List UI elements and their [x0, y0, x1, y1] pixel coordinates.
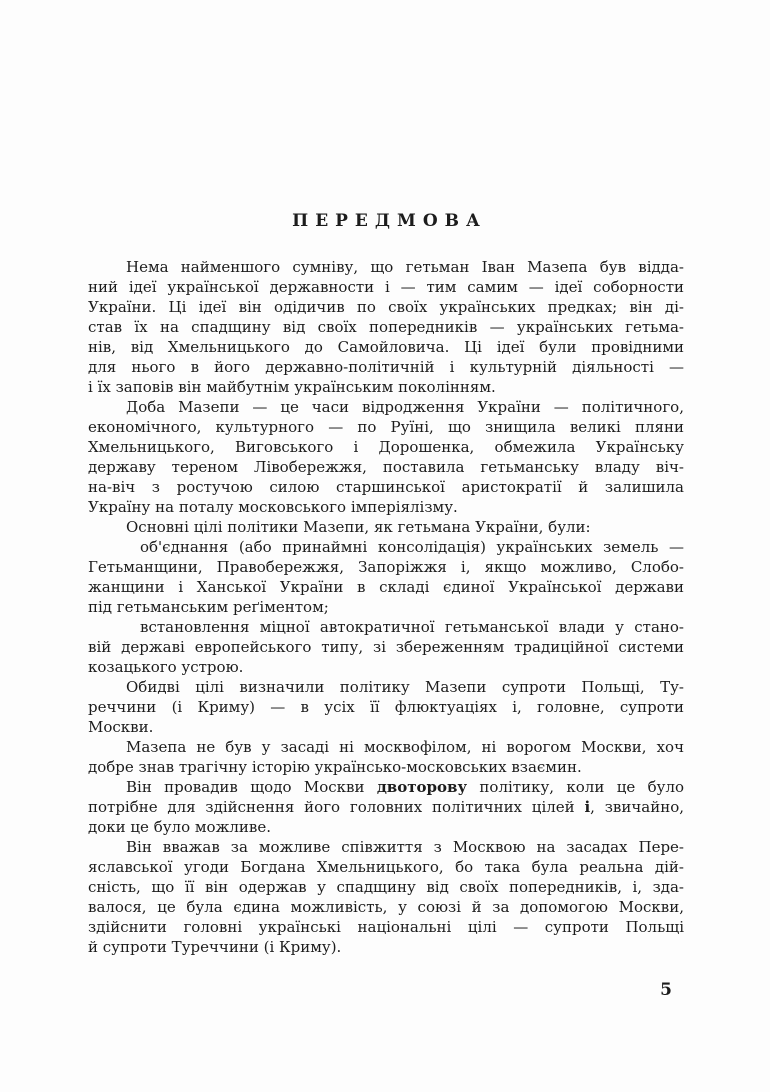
page-number: 5: [660, 980, 672, 1000]
text-line: валося, це була єдина можливість, у союзі й за допомогою Москви,: [88, 898, 684, 916]
paragraph: [88, 837, 684, 957]
paragraph: [88, 257, 684, 397]
paragraph: [88, 537, 684, 617]
text-line: державу тереном Лівобережжя, поставила гетьманську владу віч-: [88, 458, 684, 476]
text-line: вій державі европейського типу, зі збереженням традиційної системи: [88, 638, 684, 656]
paragraph: [88, 737, 684, 777]
paragraph: [88, 397, 684, 517]
text-line: Україну на поталу московського імперіялізму.: [88, 498, 458, 516]
text-line: Хмельницького, Виговського і Дорошенка, обмежила Українську: [88, 438, 684, 456]
text-line: потрібне для здійснення його головних політичних цілей і, звичайно,: [88, 798, 684, 816]
text-line: ний ідеї української державности і — тим самим — ідеї соборности: [88, 278, 684, 296]
page-title: ПЕРЕДМОВА: [292, 211, 487, 231]
text-line: Гетьманщини, Правобережжя, Запоріжжя і, якщо можливо, Слобо-: [88, 558, 684, 576]
paragraph: [88, 617, 684, 677]
text-line: доки це було можливе.: [88, 818, 271, 836]
paragraph: [88, 677, 684, 737]
text-line: Він вважав за можливе співжиття з Москвою на засадах Пере-: [126, 838, 684, 856]
text-line: Доба Мазепи — це часи відродження України — політичного,: [126, 398, 684, 416]
text-line: Обидві цілі визначили політику Мазепи супроти Польщі, Ту-: [126, 678, 684, 696]
text-line: Він провадив щодо Москви двоторову політику, коли це було: [126, 778, 684, 796]
text-line: нів, від Хмельницького до Самойловича. Ці ідеї були провідними: [88, 338, 684, 356]
text-line: Мазепа не був у засаді ні москвофілом, ні ворогом Москви, хоч: [126, 738, 684, 756]
text-line: економічного, культурного — по Руїні, що знищила великі пляни: [88, 418, 684, 436]
paragraphs-container: [88, 257, 684, 957]
text-line: яславської угоди Богдана Хмельницького, бо така була реальна дій-: [88, 858, 684, 876]
paragraph: [88, 517, 684, 537]
text-line: і їх заповів він майбутнім українським поколінням.: [88, 378, 496, 396]
text-line: об'єднання (або принаймні консолідація) українських земель —: [140, 538, 684, 556]
text-line: реччини (і Криму) — в усіх її флюктуаціях і, головне, супроти: [88, 698, 684, 716]
text-line: добре знав трагічну історію українсько-московських взаємин.: [88, 758, 582, 776]
text-line: Основні цілі політики Мазепи, як гетьмана України, були:: [126, 518, 591, 536]
text-line: Нема найменшого сумніву, що гетьман Іван Мазепа був відда-: [126, 258, 684, 276]
text-line: став їх на спадщину від своїх попередників — українських гетьма-: [88, 318, 684, 336]
text-line: встановлення міцної автократичної гетьманської влади у стано-: [140, 618, 684, 636]
text-line: на-віч з ростучою силою старшинської аристократії й залишила: [88, 478, 684, 496]
text-line: сність, що її він одержав у спадщину від своїх попередників, і, зда-: [88, 878, 684, 896]
text-line: України. Ці ідеї він одідичив по своїх українських предках; він ді-: [88, 298, 684, 316]
text-line: для нього в його державно-політичній і культурній діяльності —: [88, 358, 684, 376]
text-line: й супроти Туреччини (і Криму).: [88, 938, 342, 956]
text-line: жанщини і Ханської України в складі єдиної Української держави: [88, 578, 684, 596]
text-line: здійснити головні українські національні цілі — супроти Польщі: [88, 918, 684, 936]
text-line: Москви.: [88, 718, 154, 736]
text-line: під гетьманським реґіментом;: [88, 598, 329, 616]
text-block: [88, 211, 684, 957]
text-line: козацького устрою.: [88, 658, 244, 676]
paragraph: [88, 777, 684, 837]
